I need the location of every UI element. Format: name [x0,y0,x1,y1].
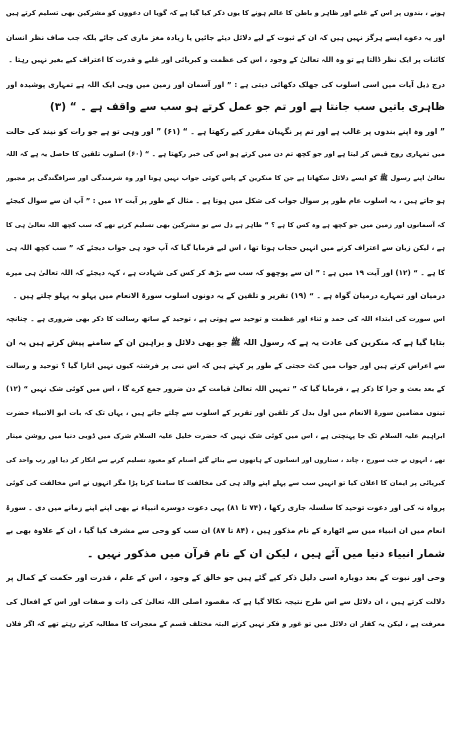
text-line: درج ذیل آیات میں اسی اسلوب کی جھلک دکھائی دیتی ہے : ” اور آسمان اور زمین میں وہی ایک اللہ ہے تمہاری پوشیدہ اور [6,79,445,89]
text-line: پرواہ نہ کی اور دعوت توحید کا سلسلہ جاری رکھا ، (۷۴ تا ۸۱) یہی دعوت دوسرے انبیاء نے بھی اپنے اپنے زمانے میں دی ۔ سورۃ [6,502,445,512]
text-line: سے اعراض کرتے ہیں اور جواب میں کٹ حجتی کے طور پر کہتے ہیں کہ اس نبی پر فرشتہ کیوں نہیں اتارا گیا ؟ توحید و رسالت [6,361,445,370]
text-line: تھے ، انہوں نے جب سورج ، چاند ، ستاروں اور انسانوں کے ہاتھوں سے بنائے گئے اصنام کو معبود تسلیم کرنے سے انکار کر دیا اور رب واحد کی [6,455,445,464]
text-line: وحی اور نبوت کے بعد دوبارہ اسی دلیل ذکر کیے گئے ہیں جو خالق کے وجود ، اس کے علم ، قدرت اور حکمت کے کمال پر [6,573,445,582]
text-line: تعالیٰ اپنے رسول ﷺ کو ایسے دلائل سکھاتا ہے جن کا منکرین کے پاس کوئی جواب نہیں ہوتا اور وہ شرمندگی اور سرافگندگی پر مجبور [6,173,445,182]
text-line: معرفت ہے ، لیکن یہ کفار ان دلائل میں تو غور و فکر نہیں کرتے البتہ مختلف قسم کے معجزات کا مطالبہ کرتے رہتے تھے کہ اگر فلاں [6,620,445,628]
text-line: درمیان اور تمہارے درمیان گواہ ہے ۔ “ (۱۹) تقریر و تلقین کے یہ دونوں اسلوب سورۃ الانعام میں پہلو بہ پہلو چلتے ہیں ۔ [12,291,445,300]
text-line: کہ آسمانوں اور زمین میں جو کچھ ہے وہ کس کا ہے ؟ “ ظاہر ہے دل سے تو مشرکین بھی تسلیم کرتے تھے کہ سب کچھ اللہ تعالیٰ ہی کا [6,220,445,229]
text-line: ” اور وہ اپنے بندوں پر غالب ہے اور تم پر نگہبان مقرر کیے رکھتا ہے ۔ “ (۶۱) ” اور وہی تو ہے جو رات کو نیند کی حالت [6,126,445,136]
text-line: اس سورت کی ابتداء اللہ کی حمد و ثناء اور عظمت و توحید سے ہوتی ہے ، توحید کے ساتھ رسالت کا ذکر بھی ضروری ہے ۔ چنانچہ [6,314,445,323]
text-line: کائنات پر ایک نظر ڈالتا ہے تو وہ اللہ تعالیٰ کے وجود ، اس کی عظمت و کبریائی اور غلبے و قدرت کا اعتراف کیے بغیر نہیں رہتا ۔ [8,56,445,64]
text-line: ہو جاتے ہیں ، یہ اسلوب عام طور پر سوال جواب کی شکل میں ہوتا ہے ۔ مثال کے طور پر آیت ۱۲ میں : ” آپ ان سے سوال کیجئے [6,197,445,205]
text-line: اور یہ دعوے ایسے ہرگز نہیں ہیں کہ ان کے ثبوت کے لیے دلائل دیئے جائیں یا زیادہ مغز ماری کی جائے بلکہ جب صاف نظر انسان [6,32,445,42]
text-line: کے بعد بعث و جزا کا ذکر ہے ، فرمایا گیا کہ ” تمہیں اللہ تعالیٰ قیامت کے دن ضرور جمع کرے گا ، اس میں کوئی شک نہیں “ (۱۲) [6,385,445,393]
text-line: میں تمہاری روح قبض کر لیتا ہے اور جو کچھ تم دن میں کرتے ہو اس کی خبر رکھتا ہے ۔ “ (۶۰) اسلوب تلقین کا حاصل یہ ہے کہ اللہ [6,150,445,158]
text-line: ظاہری باتیں سب جانتا ہے اور تم جو عمل کرتے ہو سب سے واقف ہے ۔ “ (۳) [49,101,445,113]
text-line: ہونے ، بندوں پر اس کے غلبے اور ظاہر و باطن کا عالم ہونے کا یوں ذکر کیا گیا ہے کہ گویا ان دعووں کو مشرکین بھی تسلیم کرتے ہیں [6,9,445,17]
text-line: انعام میں ان انبیاء میں سے اٹھارہ کے نام مذکور ہیں ، (۸۴ تا ۸۷) ان سب کو وحی سے مشرف کیا گیا ، ان کے علاوہ بھی بے [6,526,445,535]
text-line: کبریائی پر ایمان کا اعلان کیا تو انہیں سب سے پہلے اپنے والد ہی کی مخالفت کا سامنا کرنا پڑا مگر انہوں نے اس مخالفت کی کوئی [6,479,445,487]
text-line: بتایا گیا ہے کہ منکرین کی عادت یہ ہے کہ رسول اللہ ﷺ جو بھی دلائل و براہین ان کے سامنے پیش کرتے ہیں یہ ان [6,338,445,347]
text-line: دلالت کرتے ہیں ، ان دلائل سے اس طرح نتیجہ نکالا گیا ہے کہ مقصود اصلی اللہ تعالیٰ کی ذات و صفات اور اس کے افعال کی [6,596,445,606]
text-line: کا ہے ۔ “ (۱۲) اور آیت ۱۹ میں ہے : ” ان سے پوچھو کہ سب سے بڑھ کر کس کی شہادت ہے ، کہہ دیجئے کہ اللہ تعالیٰ ہی میرے [6,267,445,277]
text-line: شمار انبیاء دنیا میں آئے ہیں ، لیکن ان کے نام قرآن میں مذکور نہیں ۔ [87,547,445,560]
text-line: ابراہیم علیہ السلام تک جا پہنچتی ہے ، اس میں کوئی شک نہیں کہ حضرت خلیل علیہ السلام شرک میں ڈوبی دنیا میں روشن مینار [6,432,445,440]
text-line: تینوں مضامین سورۃ الانعام میں اول بدل کر تلقین اور تقریر کے اسلوب سے چلتے جاتے ہیں ، یہاں تک کہ بات ابو الانبیاء حضرت [6,408,445,417]
text-line: ہے ، لیکن زبان سے اعتراف کرنے میں انہیں حجاب ہوتا تھا ، اس لیے فرمایا گیا کہ آپ خود ہی جواب دیجئے کہ ” سب کچھ اللہ ہی [6,244,445,252]
